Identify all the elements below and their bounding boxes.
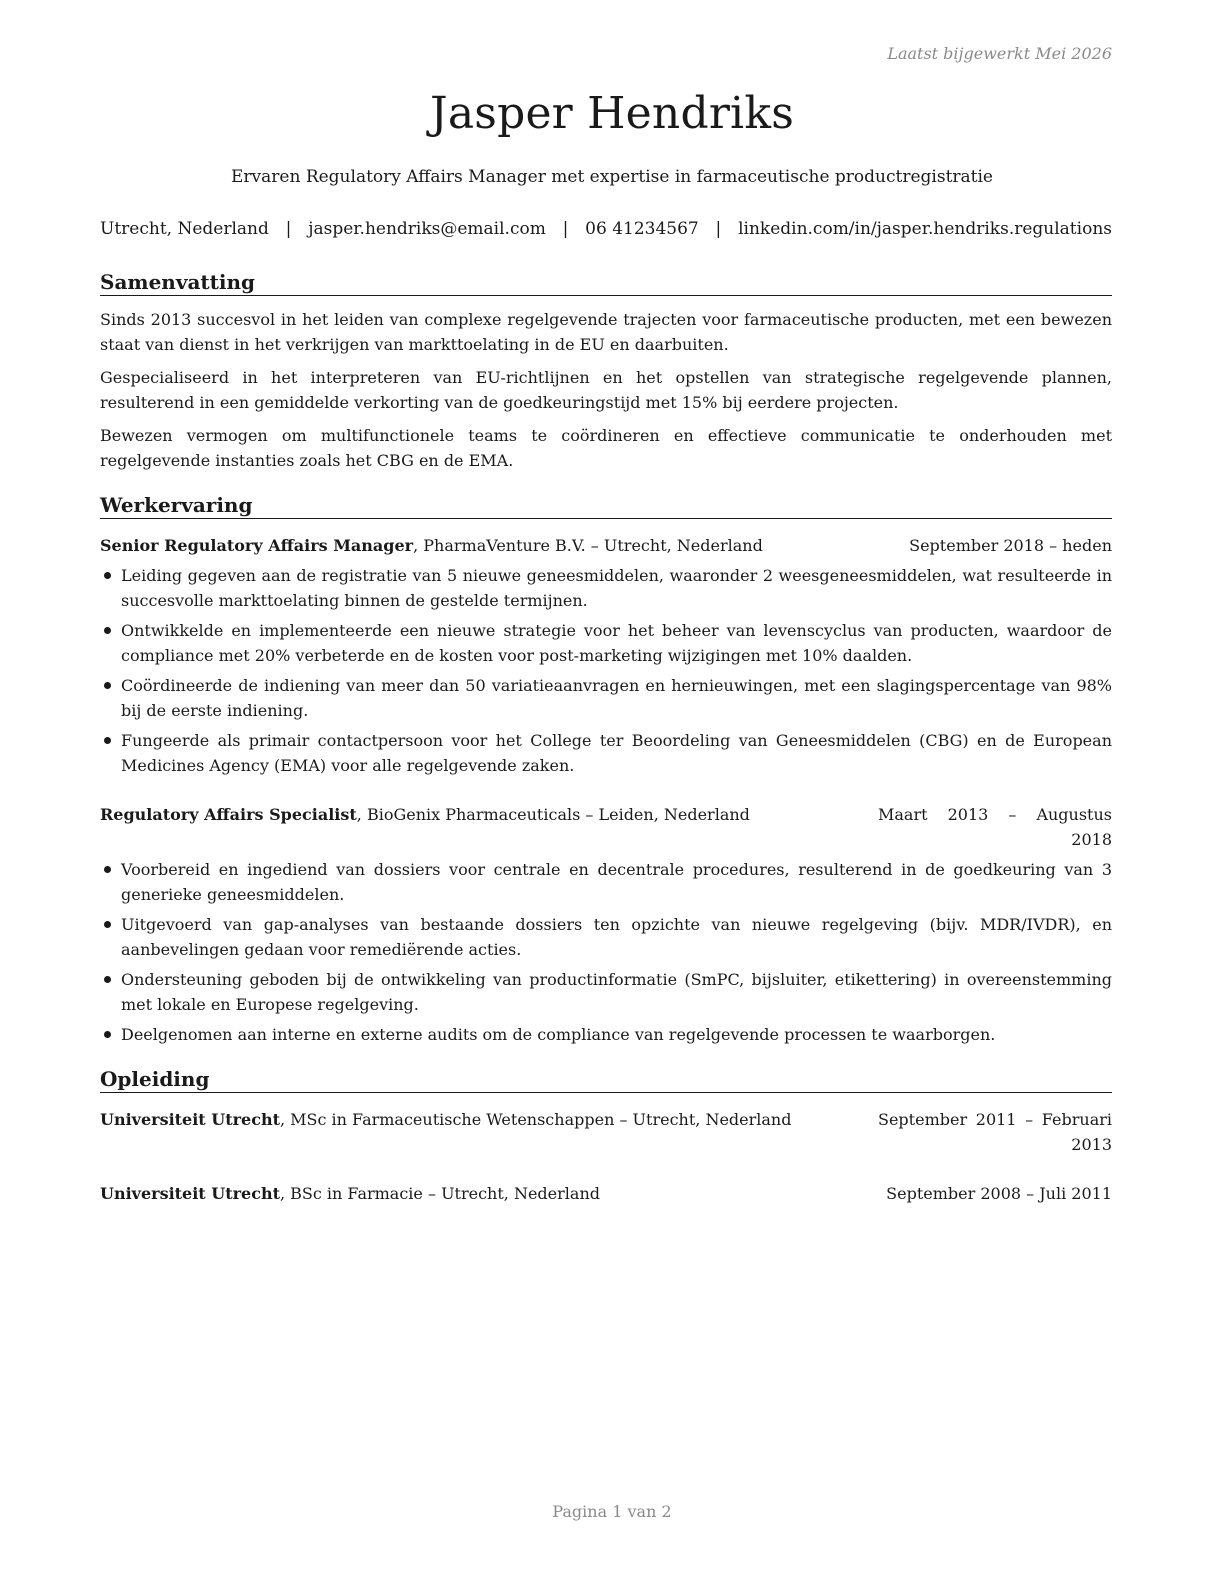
summary-paragraph: Sinds 2013 succesvol in het leiden van complexe regelgevende trajecten voor farmaceutische producten, met een bewezen staat van dienst in het verkrijgen van markttoelating in de EU en daarbuiten. <box>100 310 1112 354</box>
job-dates: September 2018 – heden <box>909 536 1112 555</box>
contact-email[interactable]: jasper.hendriks@email.com <box>308 219 546 239</box>
contact-line <box>100 219 1112 239</box>
education-section <box>100 1067 1112 1206</box>
summary-paragraph: Gespecialiseerd in het interpreteren van EU-richtlijnen en het opstellen van strategische regelgevende plannen, resulterend in een gemiddelde verkorting van de goedkeuringstijd met 15% bij eerdere projecten. <box>100 368 1112 412</box>
resume-content <box>100 270 1112 1206</box>
job-role: Regulatory Affairs Specialist <box>100 805 357 824</box>
education-dates: September 2008 – Juli 2011 <box>886 1184 1112 1203</box>
page-number: Pagina 1 van 2 <box>552 1502 672 1521</box>
education-dates: September 2011 – Februari 2013 <box>878 1110 1112 1154</box>
job-organization: , BioGenix Pharmaceuticals – Leiden, Nederland <box>356 805 750 824</box>
section-title-experience: Werkervaring <box>100 493 1112 519</box>
education-program: , MSc in Farmaceutische Wetenschappen – Utrecht, Nederland <box>279 1110 792 1129</box>
section-title-education: Opleiding <box>100 1067 1112 1093</box>
job-bullets <box>100 857 1112 1047</box>
list-item: Ontwikkelde en implementeerde een nieuwe strategie voor het beheer van levenscyclus van producten, waardoor de compliance met 20% verbeterde en de kosten voor post-marketing wijzigingen met 10% daalden. <box>100 618 1112 668</box>
job-entry <box>100 802 1112 1047</box>
job-entry <box>100 533 1112 778</box>
job-dates: Maart 2013 – Augustus 2018 <box>878 805 1112 849</box>
contact-phone: 06 41234567 <box>585 219 699 239</box>
candidate-name: Jasper Hendriks <box>430 88 794 139</box>
education-school: Universiteit Utrecht <box>100 1184 280 1203</box>
contact-separator: | <box>715 219 722 239</box>
last-updated: Laatst bijgewerkt Mei 2026 <box>887 44 1112 63</box>
education-entry <box>100 1181 1112 1206</box>
summary-section <box>100 270 1112 473</box>
job-header <box>100 533 1112 558</box>
list-item: Coördineerde de indiening van meer dan 50 variatieaanvragen en hernieuwingen, met een slagingspercentage van 98% bij de eerste indiening. <box>100 673 1112 723</box>
contact-location: Utrecht, Nederland <box>100 219 269 239</box>
list-item: Fungeerde als primair contactpersoon voor het College ter Beoordeling van Geneesmiddelen (CBG) en de European Medicines Agency (EMA) voor alle regelgevende zaken. <box>100 728 1112 778</box>
list-item: Ondersteuning geboden bij de ontwikkeling van productinformatie (SmPC, bijsluiter, etikettering) in overeenstemming met lokale en Europese regelgeving. <box>100 967 1112 1017</box>
list-item: Leiding gegeven aan de registratie van 5 nieuwe geneesmiddelen, waaronder 2 weesgeneesmiddelen, wat resulteerde in succesvolle markttoelating binnen de gestelde termijnen. <box>100 563 1112 613</box>
education-program: , BSc in Farmacie – Utrecht, Nederland <box>279 1184 600 1203</box>
contact-separator: | <box>562 219 569 239</box>
education-school: Universiteit Utrecht <box>100 1110 280 1129</box>
job-organization: , PharmaVenture B.V. – Utrecht, Nederland <box>413 536 763 555</box>
list-item: Uitgevoerd van gap-analyses van bestaande dossiers ten opzichte van nieuwe regelgeving (bijv. MDR/IVDR), en aanbevelingen gedaan voor remediërende acties. <box>100 912 1112 962</box>
summary-paragraph: Bewezen vermogen om multifunctionele teams te coördineren en effectieve communicatie te onderhouden met regelgevende instanties zoals het CBG en de EMA. <box>100 426 1112 470</box>
contact-linkedin[interactable]: linkedin.com/in/jasper.hendriks.regulations <box>738 219 1112 239</box>
experience-section <box>100 493 1112 1047</box>
list-item: Voorbereid en ingediend van dossiers voor centrale en decentrale procedures, resulterend in de goedkeuring van 3 generieke geneesmiddelen. <box>100 857 1112 907</box>
list-item: Deelgenomen aan interne en externe audits om de compliance van regelgevende processen te waarborgen. <box>100 1022 1112 1047</box>
tagline: Ervaren Regulatory Affairs Manager met expertise in farmaceutische productregistratie <box>231 167 993 187</box>
job-bullets <box>100 563 1112 778</box>
contact-separator: | <box>285 219 292 239</box>
job-role: Senior Regulatory Affairs Manager <box>100 536 414 555</box>
section-title-summary: Samenvatting <box>100 270 1112 296</box>
education-entry <box>100 1107 1112 1157</box>
job-header <box>100 802 1112 852</box>
